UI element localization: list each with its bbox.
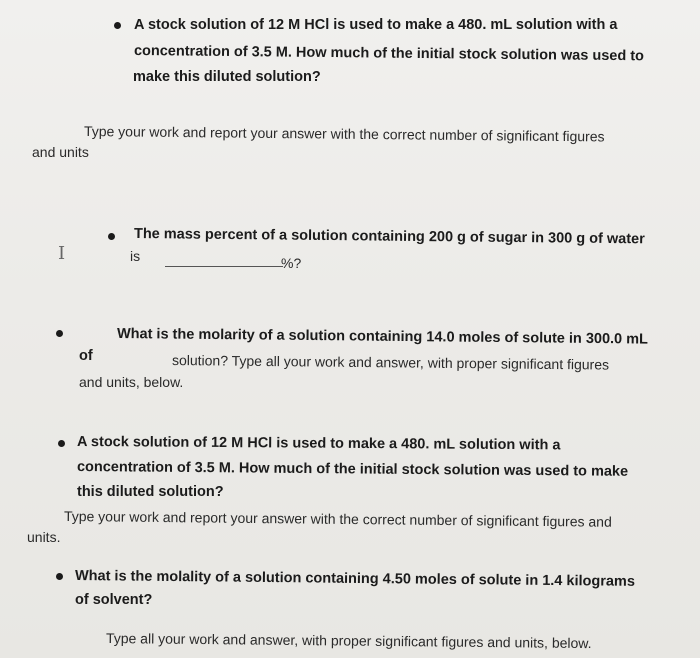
q1-line3: make this diluted solution? <box>133 69 321 85</box>
q3-line2: solution? Type all your work and answer, with proper significant figures <box>171 352 610 373</box>
bullet <box>56 330 63 337</box>
bullet <box>56 573 63 580</box>
q5-line1: What is the molality of a solution containing 4.50 moles of solute in 1.4 kilograms <box>74 568 636 590</box>
q3-of: of <box>79 348 93 364</box>
q4-units: units. <box>27 529 61 545</box>
instruction-line1: Type your work and report your answer with the correct number of significant figures <box>83 123 605 145</box>
q4-line1: A stock solution of 12 M HCl is used to make a 480. mL solution with a <box>76 434 561 454</box>
bullet <box>58 440 65 447</box>
q1-line1: A stock solution of 12 M HCl is used to make a 480. mL solution with a <box>134 17 618 33</box>
q4-instruction: Type your work and report your answer with the correct number of significant figures and <box>63 508 612 530</box>
answer-blank[interactable] <box>165 266 283 267</box>
q2-line1: The mass percent of a solution containing 200 g of sugar in 300 g of water <box>133 226 645 248</box>
q4-line2: concentration of 3.5 M. How much of the initial stock solution was used to make <box>76 459 629 480</box>
bullet <box>114 22 121 29</box>
bullet <box>108 233 115 240</box>
q4-line3: this diluted solution? <box>77 484 224 500</box>
text-cursor-icon: I <box>58 243 66 264</box>
q3-line3: and units, below. <box>79 374 184 390</box>
q5-instruction: Type all your work and answer, with proper significant figures and units, below. <box>105 630 592 652</box>
instruction-line2: and units <box>32 144 89 160</box>
q1-line2: concentration of 3.5 M. How much of the initial stock solution was used to <box>133 43 645 65</box>
q5-line2: of solvent? <box>75 592 153 608</box>
q3-line1: What is the molarity of a solution containing 14.0 moles of solute in 300.0 mL <box>116 326 649 348</box>
q2-suffix: %? <box>281 255 302 271</box>
q2-is: is <box>130 248 141 264</box>
